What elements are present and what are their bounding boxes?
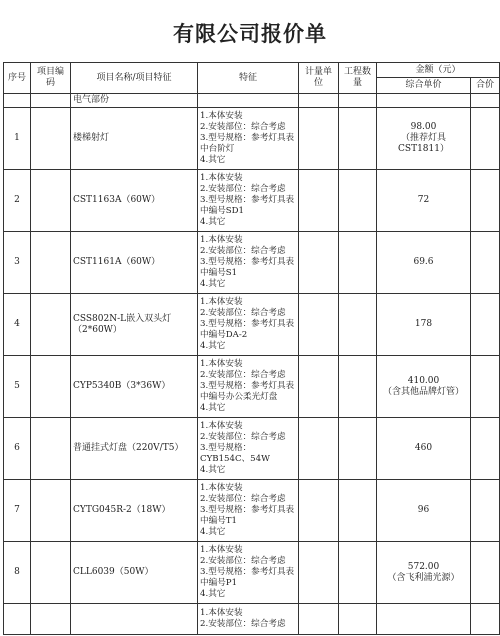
row-total bbox=[471, 480, 500, 542]
category-row bbox=[4, 94, 500, 108]
row-seq: 4 bbox=[4, 294, 31, 356]
header-unit: 计量单位 bbox=[299, 63, 339, 94]
row-total bbox=[471, 418, 500, 480]
row-quantity bbox=[339, 294, 377, 356]
row-name bbox=[71, 604, 198, 635]
header-quantity: 工程数量 bbox=[339, 63, 377, 94]
header-features: 特征 bbox=[198, 63, 299, 94]
rows-body bbox=[4, 108, 500, 635]
row-name: CLL6039（50W） bbox=[71, 542, 198, 604]
header-name: 项目名称/项目特征 bbox=[71, 63, 198, 94]
row-unit-price bbox=[377, 604, 471, 635]
row-unit bbox=[299, 542, 339, 604]
row-total bbox=[471, 604, 500, 635]
row-quantity bbox=[339, 170, 377, 232]
row-quantity bbox=[339, 232, 377, 294]
row-features: 1.本体安装 2.安装部位：综合考虑 bbox=[198, 604, 299, 635]
row-unit-price: 98.00 （推荐灯具CST1811） bbox=[377, 108, 471, 170]
header-total: 合价 bbox=[471, 78, 500, 94]
row-code bbox=[31, 170, 71, 232]
row-unit bbox=[299, 604, 339, 635]
header-seq: 序号 bbox=[4, 63, 31, 94]
table-row bbox=[4, 542, 500, 604]
quote-table bbox=[3, 62, 500, 635]
table-row bbox=[4, 294, 500, 356]
row-code bbox=[31, 356, 71, 418]
row-unit-price: 460 bbox=[377, 418, 471, 480]
table-row bbox=[4, 604, 500, 635]
row-name: CYP5340B（3*36W） bbox=[71, 356, 198, 418]
table-row bbox=[4, 108, 500, 170]
row-unit bbox=[299, 418, 339, 480]
row-quantity bbox=[339, 604, 377, 635]
header-row bbox=[4, 63, 500, 78]
row-unit bbox=[299, 108, 339, 170]
row-code bbox=[31, 480, 71, 542]
row-name: CST1163A（60W） bbox=[71, 170, 198, 232]
row-code bbox=[31, 418, 71, 480]
header-unit-price: 综合单价 bbox=[377, 78, 471, 94]
row-quantity bbox=[339, 480, 377, 542]
document-title: 有限公司报价单 bbox=[173, 21, 327, 46]
row-unit-price: 572.00 （含飞利浦光源） bbox=[377, 542, 471, 604]
row-name: CST1161A（60W） bbox=[71, 232, 198, 294]
row-unit bbox=[299, 356, 339, 418]
row-name: 楼梯射灯 bbox=[71, 108, 198, 170]
row-seq: 3 bbox=[4, 232, 31, 294]
row-total bbox=[471, 356, 500, 418]
row-features: 1.本体安装 2.安装部位：综合考虑 3.型号规格：CYB154C、54W 4.其它 bbox=[198, 418, 299, 480]
table-row bbox=[4, 480, 500, 542]
row-quantity bbox=[339, 108, 377, 170]
row-seq bbox=[4, 604, 31, 635]
table-row bbox=[4, 232, 500, 294]
row-name: CYTG045R-2（18W） bbox=[71, 480, 198, 542]
row-features: 1.本体安装 2.安装部位：综合考虑 3.型号规格：参考灯具表中编号SD1 4.其它 bbox=[198, 170, 299, 232]
row-code bbox=[31, 542, 71, 604]
row-unit-price: 178 bbox=[377, 294, 471, 356]
table-row bbox=[4, 356, 500, 418]
row-code bbox=[31, 294, 71, 356]
row-quantity bbox=[339, 542, 377, 604]
row-features: 1.本体安装 2.安装部位：综合考虑 3.型号规格：参考灯具表中台阶灯 4.其它 bbox=[198, 108, 299, 170]
row-seq: 1 bbox=[4, 108, 31, 170]
row-features: 1.本体安装 2.安装部位：综合考虑 3.型号规格：参考灯具表中编号DA-2 4.其它 bbox=[198, 294, 299, 356]
row-quantity bbox=[339, 418, 377, 480]
row-features: 1.本体安装 2.安装部位：综合考虑 3.型号规格：参考灯具表中编号办公柔光灯盘 4.其它 bbox=[198, 356, 299, 418]
header-code: 项目编码 bbox=[31, 63, 71, 94]
row-quantity bbox=[339, 356, 377, 418]
row-code bbox=[31, 604, 71, 635]
row-total bbox=[471, 170, 500, 232]
row-name: 普通挂式灯盘（220V/T5） bbox=[71, 418, 198, 480]
row-total bbox=[471, 232, 500, 294]
row-unit-price: 410.00 （含其他品牌灯管） bbox=[377, 356, 471, 418]
row-seq: 7 bbox=[4, 480, 31, 542]
row-code bbox=[31, 108, 71, 170]
category-label: 电气部份 bbox=[71, 94, 198, 108]
table-row bbox=[4, 170, 500, 232]
row-seq: 8 bbox=[4, 542, 31, 604]
row-features: 1.本体安装 2.安装部位：综合考虑 3.型号规格：参考灯具表中编号P1 4.其它 bbox=[198, 542, 299, 604]
row-seq: 5 bbox=[4, 356, 31, 418]
row-total bbox=[471, 294, 500, 356]
row-unit-price: 69.6 bbox=[377, 232, 471, 294]
row-features: 1.本体安装 2.安装部位：综合考虑 3.型号规格：参考灯具表中编号S1 4.其它 bbox=[198, 232, 299, 294]
row-unit bbox=[299, 294, 339, 356]
row-code bbox=[31, 232, 71, 294]
header-amount: 金额（元） bbox=[377, 63, 500, 78]
row-unit-price: 72 bbox=[377, 170, 471, 232]
row-seq: 2 bbox=[4, 170, 31, 232]
row-total bbox=[471, 108, 500, 170]
row-seq: 6 bbox=[4, 418, 31, 480]
table-row bbox=[4, 418, 500, 480]
row-unit bbox=[299, 170, 339, 232]
row-total bbox=[471, 542, 500, 604]
row-unit bbox=[299, 480, 339, 542]
row-features: 1.本体安装 2.安装部位：综合考虑 3.型号规格：参考灯具表中编号T1 4.其它 bbox=[198, 480, 299, 542]
row-name: CSS802N-L嵌入双头灯（2*60W） bbox=[71, 294, 198, 356]
row-unit-price: 96 bbox=[377, 480, 471, 542]
row-unit bbox=[299, 232, 339, 294]
